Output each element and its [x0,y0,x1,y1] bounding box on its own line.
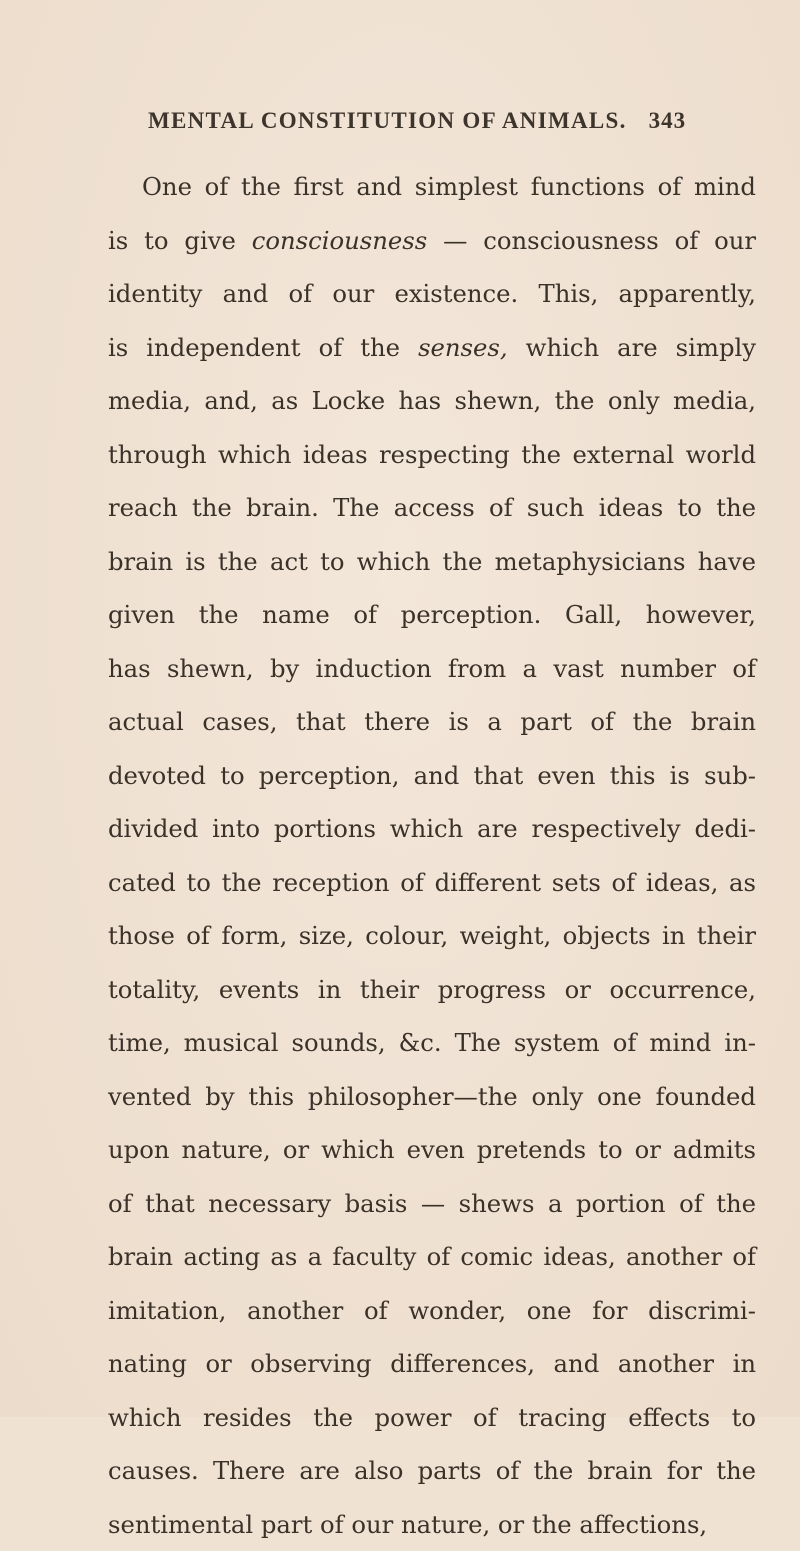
text-line: brain acting as a faculty of comic ideas, another of [108,1230,756,1284]
text-line: upon nature, or which even pretends to or admits [108,1123,756,1177]
text-line: time, musical sounds, &c. The system of mind in- [108,1016,756,1070]
running-header [148,108,748,134]
text-segment: which are simply [508,333,756,362]
text-line: imitation, another of wonder, one for discrimi- [108,1284,756,1338]
text-line: has shewn, by induction from a vast number of [108,642,756,696]
text-line: cated to the reception of different sets of ideas, as [108,856,756,910]
text-line: media, and, as Locke has shewn, the only media, [108,374,756,428]
text-segment: is to give [108,226,252,255]
text-line: vented by this philosopher—the only one founded [108,1070,756,1124]
text-line: devoted to perception, and that even this is sub- [108,749,756,803]
text-line: reach the brain. The access of such ideas to the [108,481,756,535]
text-line: identity and of our existence. This, apparently, [108,267,756,321]
running-title: MENTAL CONSTITUTION OF ANIMALS. [148,108,627,133]
text-line: actual cases, that there is a part of the brain [108,695,756,749]
text-line: One of the first and simplest functions of mind [108,160,756,214]
text-line [108,214,756,268]
text-line: those of form, size, colour, weight, objects in their [108,909,756,963]
text-line: totality, events in their progress or occurrence, [108,963,756,1017]
body-text [108,160,756,1551]
text-line [108,321,756,375]
text-line: sentimental part of our nature, or the affections, [108,1498,756,1551]
page-number: 343 [649,108,687,133]
text-segment: — consciousness of our [427,226,756,255]
text-line: divided into portions which are respectively dedi- [108,802,756,856]
text-line: brain is the act to which the metaphysicians have [108,535,756,589]
italic-term: consciousness [252,226,427,255]
text-line: which resides the power of tracing effects to [108,1391,756,1445]
text-line: given the name of perception. Gall, however, [108,588,756,642]
text-line: nating or observing differences, and another in [108,1337,756,1391]
italic-term: senses, [418,333,508,362]
text-line: of that necessary basis — shews a portion of the [108,1177,756,1231]
text-line: causes. There are also parts of the brain for the [108,1444,756,1498]
text-line: through which ideas respecting the external world [108,428,756,482]
text-segment: is independent of the [108,333,418,362]
